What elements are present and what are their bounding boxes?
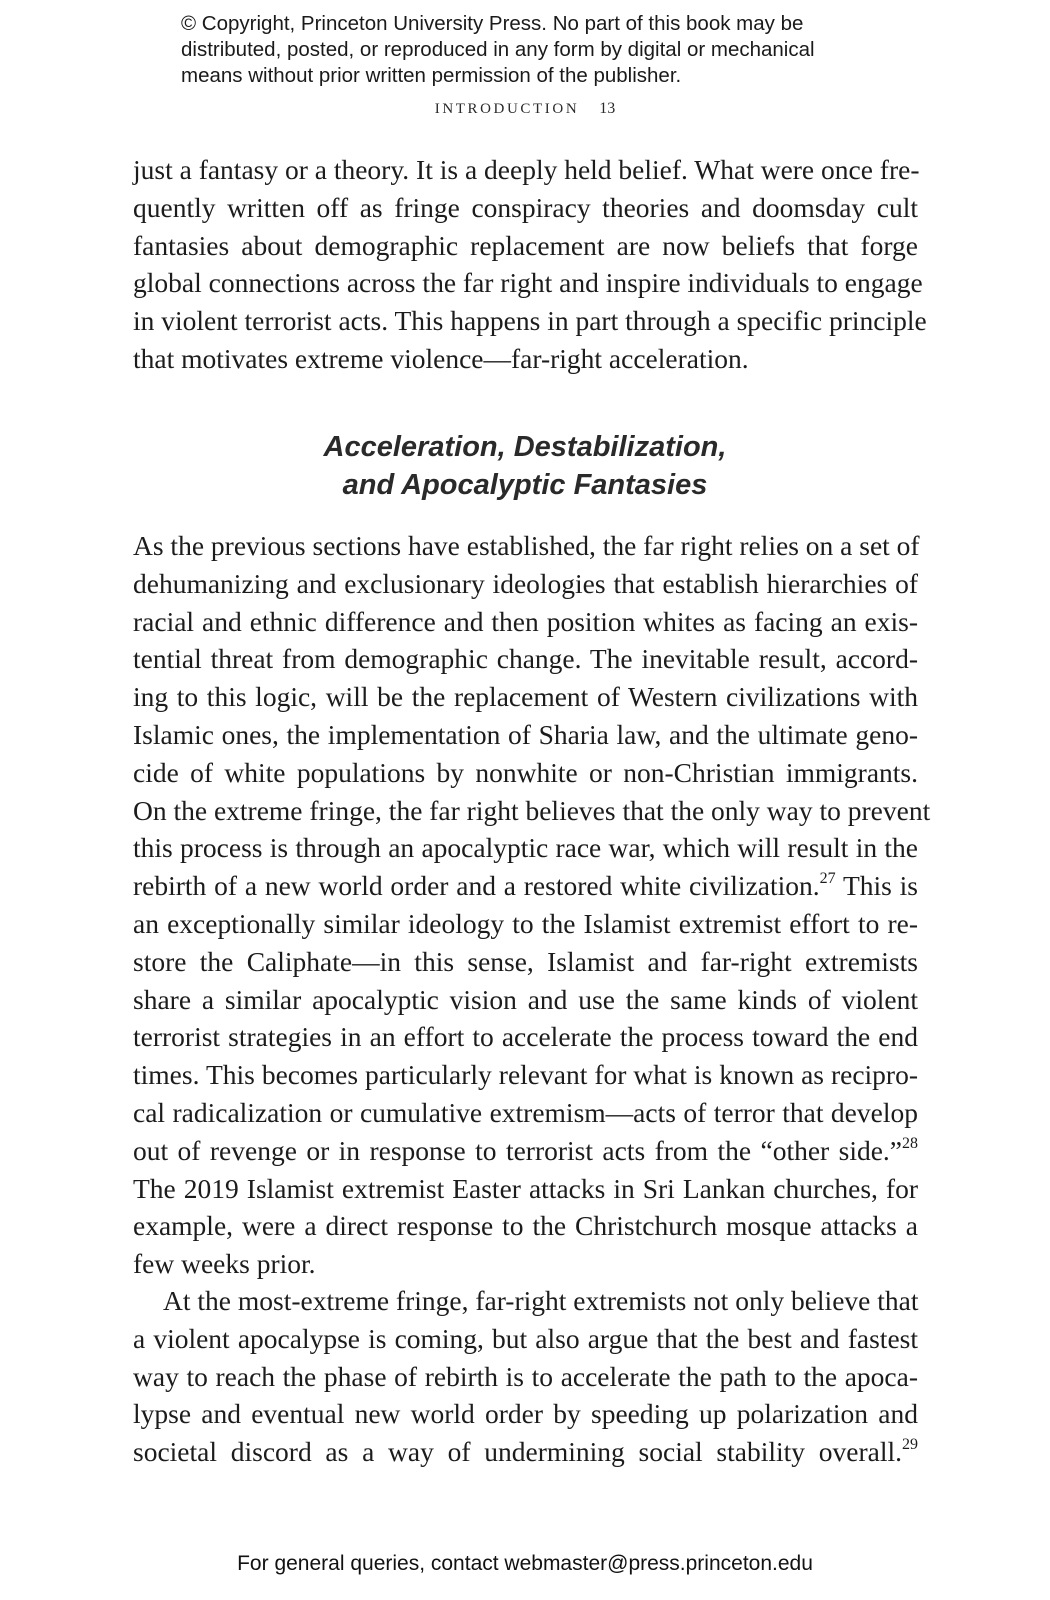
text-line: times. This becomes particularly relevant for what is known as recipro- xyxy=(133,1059,918,1091)
text-segment: rebirth of a new world order and a restored white civilization. xyxy=(133,870,820,902)
text-line: a violent apocalypse is coming, but also argue that the best and fastest xyxy=(133,1322,918,1354)
text-line: in violent terrorist acts. This happens in part through a specific principle xyxy=(133,305,927,337)
section-heading-line: and Apocalyptic Fantasies xyxy=(342,469,708,501)
paragraph-continuation xyxy=(133,151,927,378)
text-line: global connections across the far right and inspire individuals to engage xyxy=(133,267,923,299)
text-line xyxy=(133,1132,918,1170)
section-heading xyxy=(0,428,1050,504)
text-line: store the Caliphate—in this sense, Islamist and far-right extremists xyxy=(133,945,918,977)
text-line: an exceptionally similar ideology to the Islamist extremist effort to re- xyxy=(133,907,918,939)
page-number: 13 xyxy=(599,100,616,117)
text-line xyxy=(133,1433,918,1471)
footnote-marker: 27 xyxy=(819,870,836,888)
copyright-line: means without prior written permission of the publisher. xyxy=(181,64,682,87)
text-segment: out of revenge or in response to terrorist acts from the “other side.” xyxy=(133,1134,902,1166)
running-head xyxy=(0,100,1050,118)
text-line: lypse and eventual new world order by speeding up polarization and xyxy=(133,1398,918,1430)
paragraph xyxy=(133,527,931,1283)
text-line: As the previous sections have established, the far right relies on a set of xyxy=(133,530,920,561)
copyright-line: © Copyright, Princeton University Press. No part of this book may be xyxy=(181,12,804,35)
footnote-marker: 29 xyxy=(902,1436,918,1454)
text-line: cal radicalization or cumulative extremism—acts of terror that develop xyxy=(133,1096,918,1128)
text-line: example, were a direct response to the Christchurch mosque attacks a xyxy=(133,1210,918,1242)
text-line: way to reach the phase of rebirth is to accelerate the path to the apoca- xyxy=(133,1360,918,1392)
text-segment: This is xyxy=(835,870,918,902)
text-line: On the extreme fringe, the far right believes that the only way to prevent xyxy=(133,794,931,826)
text-line: this process is through an apocalyptic race war, which will result in the xyxy=(133,832,918,864)
text-line: fantasies about demographic replacement are now beliefs that forge xyxy=(133,229,918,261)
text-line: terrorist strategies in an effort to accelerate the process toward the end xyxy=(133,1021,918,1053)
running-head-section: INTRODUCTION xyxy=(434,101,580,117)
text-line: ing to this logic, will be the replacement of Western civilizations with xyxy=(133,681,918,713)
section-heading-line: Acceleration, Destabilization, xyxy=(323,431,727,463)
text-line xyxy=(133,867,918,905)
paragraph xyxy=(133,1282,918,1471)
text-line: The 2019 Islamist extremist Easter attacks in Sri Lankan churches, for xyxy=(133,1172,918,1204)
text-line: Islamic ones, the implementation of Sharia law, and the ultimate geno- xyxy=(133,718,918,750)
copyright-line: distributed, posted, or reproduced in any form by digital or mechanical xyxy=(181,38,815,61)
text-segment: societal discord as a way of undermining social stability overall. xyxy=(133,1436,902,1468)
footer-contact: For general queries, contact webmaster@press.princeton.edu xyxy=(237,1552,813,1575)
text-line: that motivates extreme violence—far-right acceleration. xyxy=(133,342,749,374)
text-line: dehumanizing and exclusionary ideologies that establish hierarchies of xyxy=(133,567,918,599)
text-line: tential threat from demographic change. The inevitable result, accord- xyxy=(133,643,918,675)
text-line: share a similar apocalyptic vision and use the same kinds of violent xyxy=(133,983,918,1015)
copyright-notice xyxy=(181,11,901,89)
text-line: racial and ethnic difference and then position whites as facing an exis- xyxy=(133,605,918,637)
text-line: quently written off as fringe conspiracy theories and doomsday cult xyxy=(133,191,918,223)
text-line: At the most-extreme fringe, far-right extremists not only believe that xyxy=(163,1285,919,1316)
text-line: just a fantasy or a theory. It is a deeply held belief. What were once fre- xyxy=(133,154,920,185)
text-line: cide of white populations by nonwhite or non-Christian immigrants. xyxy=(133,756,918,788)
text-line: few weeks prior. xyxy=(133,1248,316,1280)
footnote-marker: 28 xyxy=(902,1134,918,1152)
